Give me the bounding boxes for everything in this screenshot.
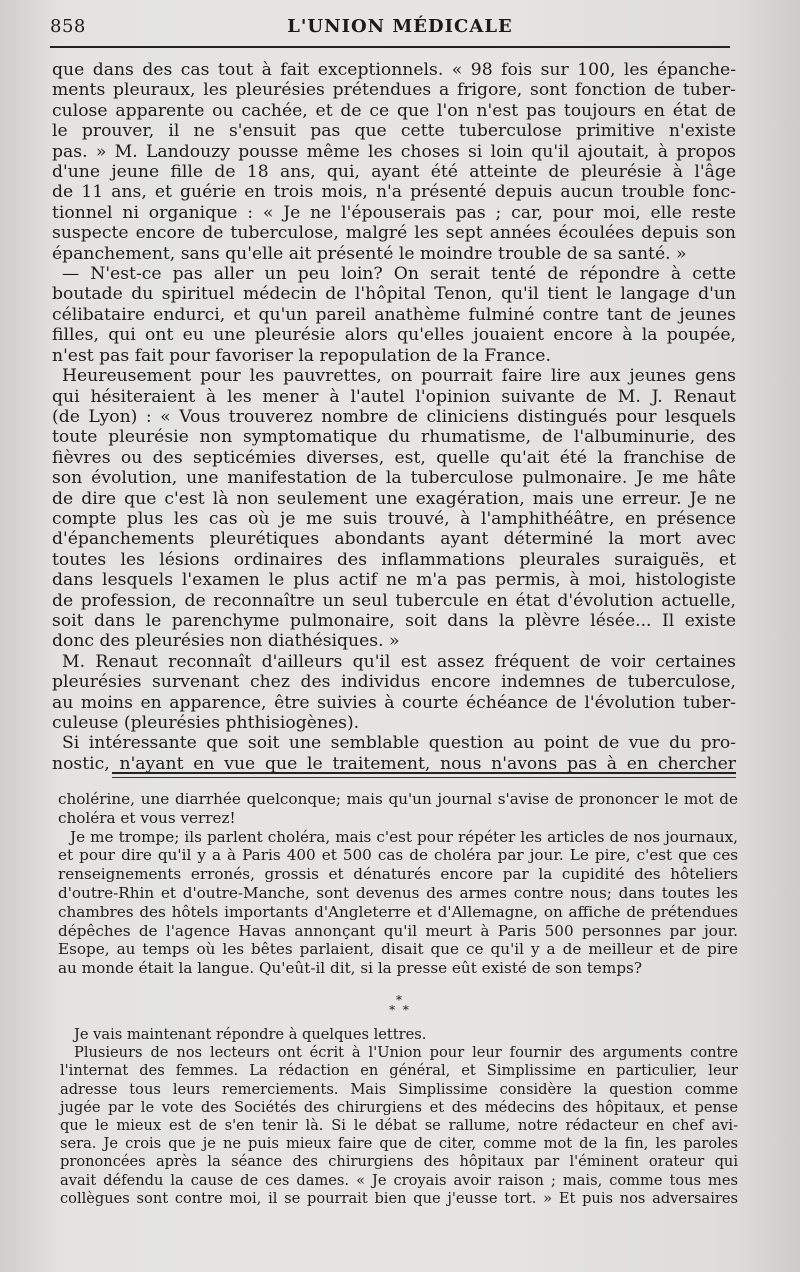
text-line: suspecte encore de tuberculose, malgré les sept années écoulées depuis son [52,223,736,244]
text-line: qui hésiteraient à les mener à l'autel l'opinion suivante de M. J. Renaut [52,386,736,407]
text-line: de profession, de reconnaître un seul tubercule en état d'évolution actuelle, [52,590,736,611]
text-line: son évolution, une manifestation de la tuberculose pulmonaire. Je me hâte [52,468,736,489]
text-line: ments pleuraux, les pleurésies prétendues a frigore, sont fonction de tuber- [52,80,736,101]
page-number: 858 [50,16,86,37]
feuilleton-line: l'internat des femmes. La rédaction en général, et Simplissime en particulier, leur [60,1062,738,1080]
text-line: Si intéressante que soit une semblable question au point de vue du pro- [62,733,736,754]
text-line: (de Lyon) : « Vous trouverez nombre de cliniciens distingués pour lesquels [52,406,736,427]
page-header [50,14,750,44]
feuilleton-line: avait défendu la cause de ces dames. « Je croyais avoir raison ; mais, comme tous mes [60,1171,738,1189]
feuilleton-letters-text [60,1026,738,1208]
text-line: — N'est-ce pas aller un peu loin? On serait tenté de répondre à cette [62,264,736,285]
text-line: de 11 ans, et guérie en trois mois, n'a présenté depuis aucun trouble fonc- [52,182,736,203]
text-line: épanchement, sans qu'elle ait présenté le moindre trouble de sa santé. » [52,243,687,264]
text-line: tionnel ni organique : « Je ne l'épouserais pas ; car, pour moi, elle reste [52,202,736,223]
text-line: toutes les lésions ordinaires des inflammations pleurales suraiguës, et [52,549,736,570]
running-title: L'UNION MÉDICALE [287,16,513,37]
text-line: culose apparente ou cachée, et de ce que l'on n'est pas toujours en état de [52,100,736,121]
text-line: donc des pleurésies non diathésiques. » [52,631,400,652]
text-line: fièvres ou des septicémies diverses, est, quelle qu'ait été la franchise de [52,447,736,468]
text-line: n'est pas fait pour favoriser la repopulation de la France. [52,345,551,366]
feuilleton-rule-top [112,772,736,774]
main-article-text [52,60,736,774]
text-line: au moins en apparence, être suivies à courte échéance de l'évolution tuber- [52,692,736,713]
text-line: filles, qui ont eu une pleurésie alors qu'elles jouaient encore à la poupée, [52,325,736,346]
feuilleton-line: d'outre-Rhin et d'outre-Manche, sont devenus des armes contre nous; dans toutes les [58,883,738,902]
text-line: toute pleurésie non symptomatique du rhumatisme, de l'albuminurie, des [52,427,736,448]
text-line: le prouver, il ne s'ensuit pas que cette tuberculose primitive n'existe [52,121,736,142]
text-line: M. Renaut reconnaît d'ailleurs qu'il est assez fréquent de voir certaines [62,651,736,672]
feuilleton-line: sera. Je crois que je ne puis mieux faire que de citer, comme mot de la fin, les paroles [60,1135,738,1153]
feuilleton-line: prononcées après la séance des chirurgiens des hôpitaux par l'éminent orateur qui [60,1153,738,1171]
text-line: d'épanchements pleurétiques abondants ayant déterminé la mort avec [52,529,736,550]
text-line: boutade du spirituel médecin de l'hôpital Tenon, qu'il tient le langage d'un [52,284,736,305]
text-line: Heureusement pour les pauvrettes, on pourrait faire lire aux jeunes gens [62,366,736,387]
text-line: que dans des cas tout à fait exceptionnels. « 98 fois sur 100, les épanche- [52,60,736,80]
text-line: pas. » M. Landouzy pousse même les choses si loin qu'il ajoutait, à propos [52,141,736,162]
text-line: dans lesquels l'examen le plus actif ne m'a pas permis, à moi, histologiste [52,570,736,591]
feuilleton-line: renseignements erronés, grossis et dénaturés encore par la cupidité des hôteliers [58,865,738,884]
feuilleton-line: au monde était la langue. Qu'eût-il dit, si la presse eût existé de son temps? [58,959,642,978]
feuilleton-rule-bottom [112,777,736,778]
feuilleton-line: Esope, au temps où les bêtes parlaient, disait que ce qu'il y a de meilleur et de pire [58,940,738,959]
feuilleton-line: choléra et vous verrez! [58,808,236,827]
text-line: soit dans le parenchyme pulmonaire, soit dans la plèvre lésée... Il existe [52,610,736,631]
feuilleton-line: chambres des hôtels importants d'Angleterre et d'Allemagne, on affiche de prétendues [58,902,738,921]
feuilleton-line: et pour dire qu'il y a à Paris 400 et 500 cas de choléra par jour. Le pire, c'est que ces [58,846,738,865]
feuilleton-text [58,790,738,978]
feuilleton-line: dépêches de l'agence Havas annonçant qu'il meurt à Paris 500 personnes par jour. [58,921,738,940]
feuilleton-line: que le mieux est de s'en tenir là. Si le débat se rallume, notre rédacteur en chef avi- [60,1117,738,1135]
feuilleton-line: Je vais maintenant répondre à quelques lettres. [74,1026,427,1043]
text-line: d'une jeune fille de 18 ans, qui, ayant été atteinte de pleurésie à l'âge [52,162,736,183]
text-line: célibataire endurci, et qu'un pareil anathème fulminé contre tant de jeunes [52,304,736,325]
text-line: culeuse (pleurésies phthisiogènes). [52,713,360,733]
header-rule [50,46,730,48]
text-line: de dire que c'est là non seulement une exagération, mais une erreur. Je ne [52,488,736,509]
feuilleton-line: collègues sont contre moi, il se pourrait bien que j'eusse tort. » Et puis nos adversaires [60,1189,738,1207]
feuilleton-line: Je me trompe; ils parlent choléra, mais c'est pour répéter les articles de nos journaux, [70,827,738,846]
feuilleton-line: adresse tous leurs remerciements. Mais Simplissime considère la question comme [60,1080,738,1098]
feuilleton-line: cholérine, une diarrhée quelconque; mais qu'un journal s'avise de prononcer le mot de [58,790,738,808]
section-separator-asterism: * * * [389,993,411,1017]
text-line: nostic, n'ayant en vue que le traitement, nous n'avons pas à en chercher [52,753,736,774]
feuilleton-line: jugée par le vote des Sociétés des chirurgiens et des médecins des hôpitaux, et pense [60,1098,738,1116]
feuilleton-line: Plusieurs de nos lecteurs ont écrit à l'Union pour leur fournir des arguments contre [74,1044,738,1062]
text-line: compte plus les cas où je me suis trouvé, à l'amphithéâtre, en présence [52,508,736,529]
text-line: pleurésies survenant chez des individus encore indemnes de tuberculose, [52,672,736,693]
